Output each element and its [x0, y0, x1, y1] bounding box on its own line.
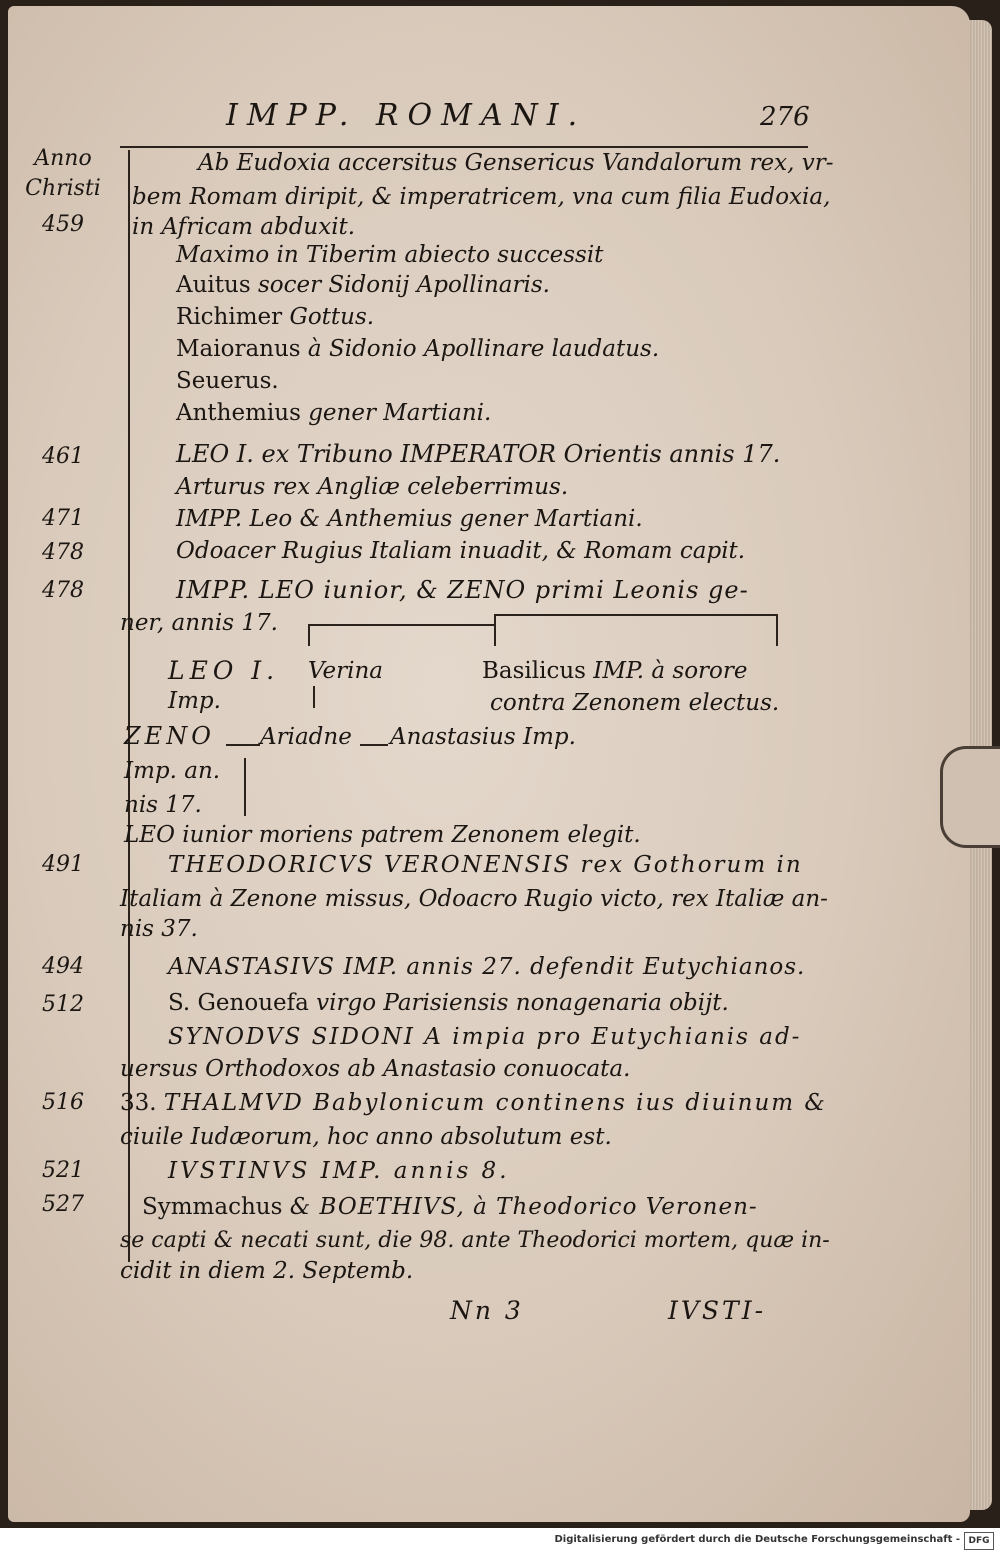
entry-line: 33. THALMVD Babylonicum continens ius diuinum & — [120, 1090, 827, 1116]
anno-label: Anno — [34, 146, 92, 171]
genealogy-leo: LEO I. — [168, 656, 280, 685]
entry-line: SYNODVS SIDONI A impia pro Eutychianis ad- — [168, 1024, 802, 1050]
credit-text: Digitalisierung gefördert durch die Deutsche Forschungsgemeinschaft - — [554, 1534, 960, 1545]
entry-line: in Africam abduxit. — [132, 214, 356, 240]
signature-mark: Nn 3 — [450, 1296, 524, 1325]
genealogy-brace — [308, 624, 496, 646]
genealogy-imp: Imp. — [168, 688, 221, 714]
genealogy-basilicus: Basilicus IMP. à sorore — [482, 658, 748, 684]
entry-line: nis 37. — [120, 916, 198, 942]
genealogy-zeno: ZENO — [124, 722, 215, 750]
entry-line: ner, annis 17. — [120, 610, 278, 636]
entry-line: Auitus socer Sidonij Apollinaris. — [176, 272, 550, 298]
entry-line: ciuile Iudæorum, hoc anno absolutum est. — [120, 1124, 612, 1150]
genealogy-nis: nis 17. — [124, 792, 202, 818]
genealogy-ariadne: Ariadne — [260, 724, 352, 750]
entry-line: IMPP. LEO iunior, & ZENO primi Leonis ge- — [176, 576, 749, 604]
year-label: 478 — [42, 540, 84, 565]
entry-line: Italiam à Zenone missus, Odoacro Rugio victo, rex Italiæ an- — [120, 886, 828, 912]
credit-bar — [0, 1528, 1000, 1553]
entry-line: Symmachus & BOETHIVS, à Theodorico Veronen- — [142, 1194, 758, 1220]
entry-line: cidit in diem 2. Septemb. — [120, 1258, 414, 1284]
year-label: 461 — [42, 444, 84, 469]
year-label: 527 — [42, 1192, 84, 1217]
entry-line: Odoacer Rugius Italiam inuadit, & Romam capit. — [176, 538, 746, 564]
genealogy-line — [244, 758, 246, 816]
year-label: 494 — [42, 954, 84, 979]
entry-line: Anthemius gener Martiani. — [176, 400, 492, 426]
genealogy-anastasius: Anastasius Imp. — [390, 724, 576, 750]
year-label: 471 — [42, 506, 84, 531]
entry-line: Ab Eudoxia accersitus Gensericus Vandalorum rex, vr- — [198, 150, 834, 176]
entry-line: LEO I. ex Tribuno IMPERATOR Orientis annis 17. — [176, 440, 781, 468]
entry-line: Maioranus à Sidonio Apollinare laudatus. — [176, 336, 660, 362]
entry-line: Arturus rex Angliæ celeberrimus. — [176, 474, 569, 500]
christi-label: Christi — [25, 176, 101, 201]
genealogy-brace — [494, 614, 778, 646]
year-label: 478 — [42, 578, 84, 603]
year-label: 521 — [42, 1158, 84, 1183]
entry-line: bem Romam diripit, & imperatricem, vna cum filia Eudoxia, — [132, 184, 831, 210]
year-label: 516 — [42, 1090, 84, 1115]
genealogy-line — [226, 744, 260, 746]
genealogy-line — [360, 744, 388, 746]
year-label: 491 — [42, 852, 84, 877]
entry-line: ANASTASIVS IMP. annis 27. defendit Eutychianos. — [168, 954, 806, 980]
entry-line: IVSTINVS IMP. annis 8. — [168, 1158, 510, 1184]
catchword: IVSTI- — [668, 1296, 767, 1325]
entry-line: S. Genouefa virgo Parisiensis nonagenaria obijt. — [168, 990, 729, 1016]
page-number: 276 — [760, 102, 810, 132]
genealogy-verina: Verina — [308, 658, 383, 684]
entry-line: Maximo in Tiberim abiecto successit — [176, 242, 604, 268]
entry-line: THEODORICVS VERONENSIS rex Gothorum in — [168, 852, 803, 878]
genealogy-line — [313, 686, 315, 708]
entry-line: LEO iunior moriens patrem Zenonem elegit. — [124, 822, 641, 848]
book-page — [8, 6, 970, 1522]
entry-line: uersus Orthodoxos ab Anastasio conuocata. — [120, 1056, 631, 1082]
year-label: 512 — [42, 992, 84, 1017]
entry-line: IMPP. Leo & Anthemius gener Martiani. — [176, 506, 643, 532]
genealogy-contra: contra Zenonem electus. — [490, 690, 780, 716]
dfg-logo: DFG — [964, 1532, 994, 1550]
year-label: 459 — [42, 212, 84, 237]
entry-line: Seuerus. — [176, 368, 279, 394]
entry-line: Richimer Gottus. — [176, 304, 375, 330]
book-clasp — [940, 746, 1000, 848]
genealogy-impan: Imp. an. — [124, 758, 221, 784]
entry-line: se capti & necati sunt, die 98. ante Theodorici mortem, quæ in- — [120, 1228, 830, 1253]
running-head: IMPP. ROMANI. — [226, 98, 587, 133]
header-rule — [120, 146, 808, 148]
